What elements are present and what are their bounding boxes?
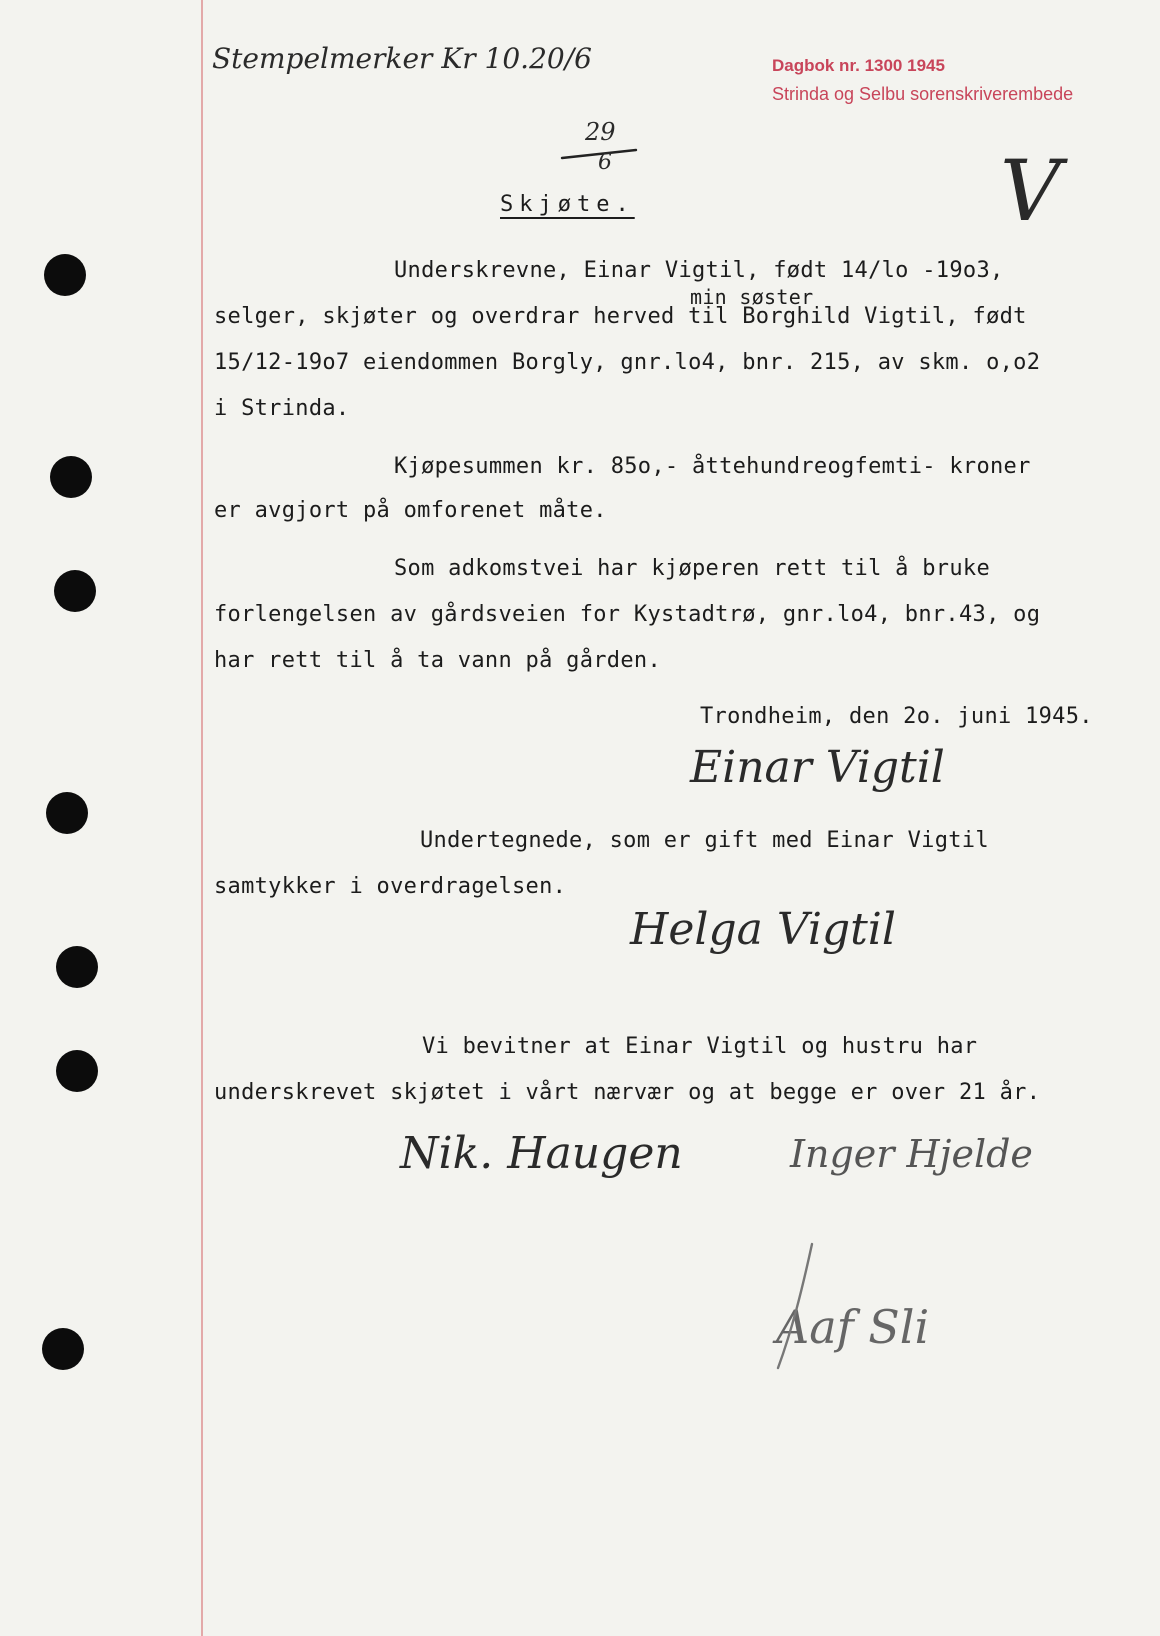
document-title: Skjøte. [500, 192, 635, 217]
body-line: selger, skjøter og overdrar herved til Borghild Vigtil, født [214, 304, 1027, 329]
journal-stamp-number: Dagbok nr. 1300 1945 [772, 56, 945, 75]
binder-hole [56, 1050, 98, 1092]
binder-hole [44, 254, 86, 296]
check-mark: V [1000, 142, 1061, 240]
body-line: forlengelsen av gårdsveien for Kystadtrø, gnr.lo4, bnr.43, og [214, 602, 1041, 627]
body-line: er avgjort på omforenet måte. [214, 498, 607, 523]
place-date: Trondheim, den 2o. juni 1945. [700, 704, 1093, 729]
journal-stamp-office: Strinda og Selbu sorenskriverembede [772, 84, 1074, 104]
body-line: i Strinda. [214, 396, 350, 421]
binder-hole [56, 946, 98, 988]
body-line: Vi bevitner at Einar Vigtil og hustru har [422, 1034, 978, 1059]
spouse-signature: Helga Vigtil [630, 904, 896, 955]
witness-signature-2: Inger Hjelde [790, 1132, 1033, 1176]
date-mark-top: 29 [585, 118, 616, 146]
binder-hole [46, 792, 88, 834]
body-line: samtykker i overdragelsen. [214, 874, 567, 899]
handwritten-fee-note: Stempelmerker Kr 10.20/6 [212, 42, 592, 75]
body-line: har rett til å ta vann på gården. [214, 648, 661, 673]
binder-hole [42, 1328, 84, 1370]
inserted-text: min søster [690, 285, 814, 309]
body-line: Underskrevne, Einar Vigtil, født 14/lo -19o3, [394, 258, 1004, 283]
binder-hole [50, 456, 92, 498]
clerk-signature-stroke [772, 1240, 832, 1380]
body-line: underskrevet skjøtet i vårt nærvær og at begge er over 21 år. [214, 1080, 1041, 1105]
date-mark-bottom: 6 [598, 150, 612, 175]
body-line: Kjøpesummen kr. 85o,- åttehundreogfemti- kroner [394, 454, 1031, 479]
margin-line [201, 0, 203, 1636]
body-line: 15/12-19o7 eiendommen Borgly, gnr.lo4, bnr. 215, av skm. o,o2 [214, 350, 1041, 375]
seller-signature: Einar Vigtil [690, 742, 945, 793]
body-line: Undertegnede, som er gift med Einar Vigtil [420, 828, 989, 853]
binder-hole [54, 570, 96, 612]
clerk-signature: Aaf Sli [776, 1300, 930, 1354]
body-line: Som adkomstvei har kjøperen rett til å bruke [394, 556, 990, 581]
witness-signature-1: Nik. Haugen [400, 1128, 683, 1179]
